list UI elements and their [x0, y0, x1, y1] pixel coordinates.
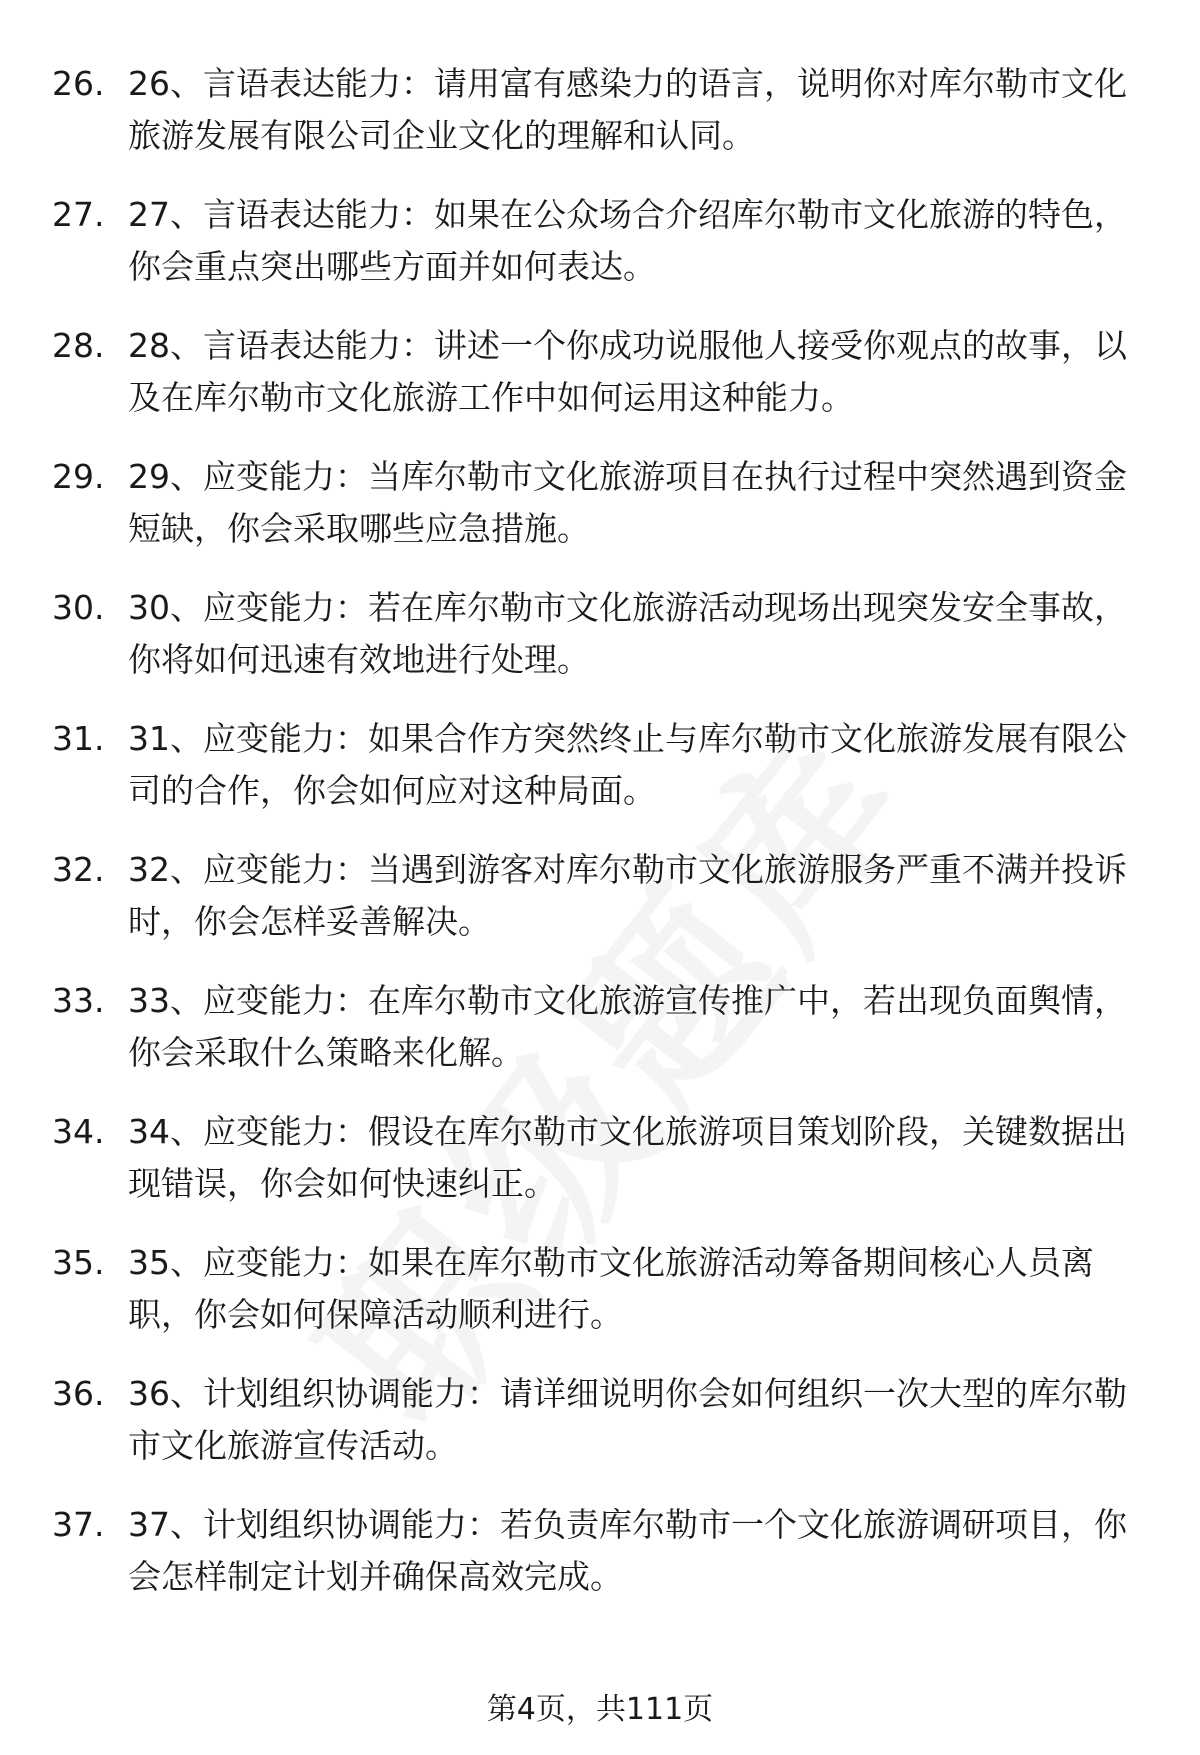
question-item	[0, 1489, 1200, 1620]
question-item	[0, 441, 1200, 572]
question-number: 37.	[52, 1505, 105, 1544]
question-number: 32.	[52, 850, 105, 889]
question-item	[0, 1227, 1200, 1358]
question-text: 34、应变能力：假设在库尔勒市文化旅游项目策划阶段，关键数据出现错误，你会如何快速纠正。	[128, 1112, 1127, 1203]
question-number: 33.	[52, 981, 105, 1020]
question-item	[0, 1358, 1200, 1489]
question-text: 26、言语表达能力：请用富有感染力的语言，说明你对库尔勒市文化旅游发展有限公司企业文化的理解和认同。	[128, 64, 1127, 155]
question-text: 37、计划组织协调能力：若负责库尔勒市一个文化旅游调研项目，你会怎样制定计划并确保高效完成。	[128, 1505, 1127, 1596]
question-item	[0, 703, 1200, 834]
question-item	[0, 1096, 1200, 1227]
question-list	[0, 48, 1200, 1620]
question-text: 35、应变能力：如果在库尔勒市文化旅游活动筹备期间核心人员离职，你会如何保障活动顺利进行。	[128, 1243, 1094, 1334]
question-text: 29、应变能力：当库尔勒市文化旅游项目在执行过程中突然遇到资金短缺，你会采取哪些应急措施。	[128, 457, 1127, 548]
question-number: 30.	[52, 588, 105, 627]
question-number: 28.	[52, 326, 105, 365]
question-number: 29.	[52, 457, 105, 496]
question-item	[0, 310, 1200, 441]
question-number: 34.	[52, 1112, 105, 1151]
question-text: 28、言语表达能力：讲述一个你成功说服他人接受你观点的故事，以及在库尔勒市文化旅游工作中如何运用这种能力。	[128, 326, 1127, 417]
question-text: 36、计划组织协调能力：请详细说明你会如何组织一次大型的库尔勒市文化旅游宣传活动。	[128, 1374, 1127, 1465]
question-text: 30、应变能力：若在库尔勒市文化旅游活动现场出现突发安全事故，你将如何迅速有效地进行处理。	[128, 588, 1127, 679]
question-text: 33、应变能力：在库尔勒市文化旅游宣传推广中，若出现负面舆情，你会采取什么策略来化解。	[128, 981, 1127, 1072]
question-item	[0, 48, 1200, 179]
question-number: 26.	[52, 64, 105, 103]
question-text: 32、应变能力：当遇到游客对库尔勒市文化旅游服务严重不满并投诉时，你会怎样妥善解决。	[128, 850, 1127, 941]
page-footer: 第4页，共111页	[486, 1692, 714, 1727]
question-number: 36.	[52, 1374, 105, 1413]
question-item	[0, 179, 1200, 310]
question-number: 35.	[52, 1243, 105, 1282]
question-text: 31、应变能力：如果合作方突然终止与库尔勒市文化旅游发展有限公司的合作，你会如何应对这种局面。	[128, 719, 1127, 810]
question-item	[0, 965, 1200, 1096]
question-number: 31.	[52, 719, 105, 758]
question-text: 27、言语表达能力：如果在公众场合介绍库尔勒市文化旅游的特色，你会重点突出哪些方面并如何表达。	[128, 195, 1127, 286]
question-item	[0, 572, 1200, 703]
question-number: 27.	[52, 195, 105, 234]
question-item	[0, 834, 1200, 965]
